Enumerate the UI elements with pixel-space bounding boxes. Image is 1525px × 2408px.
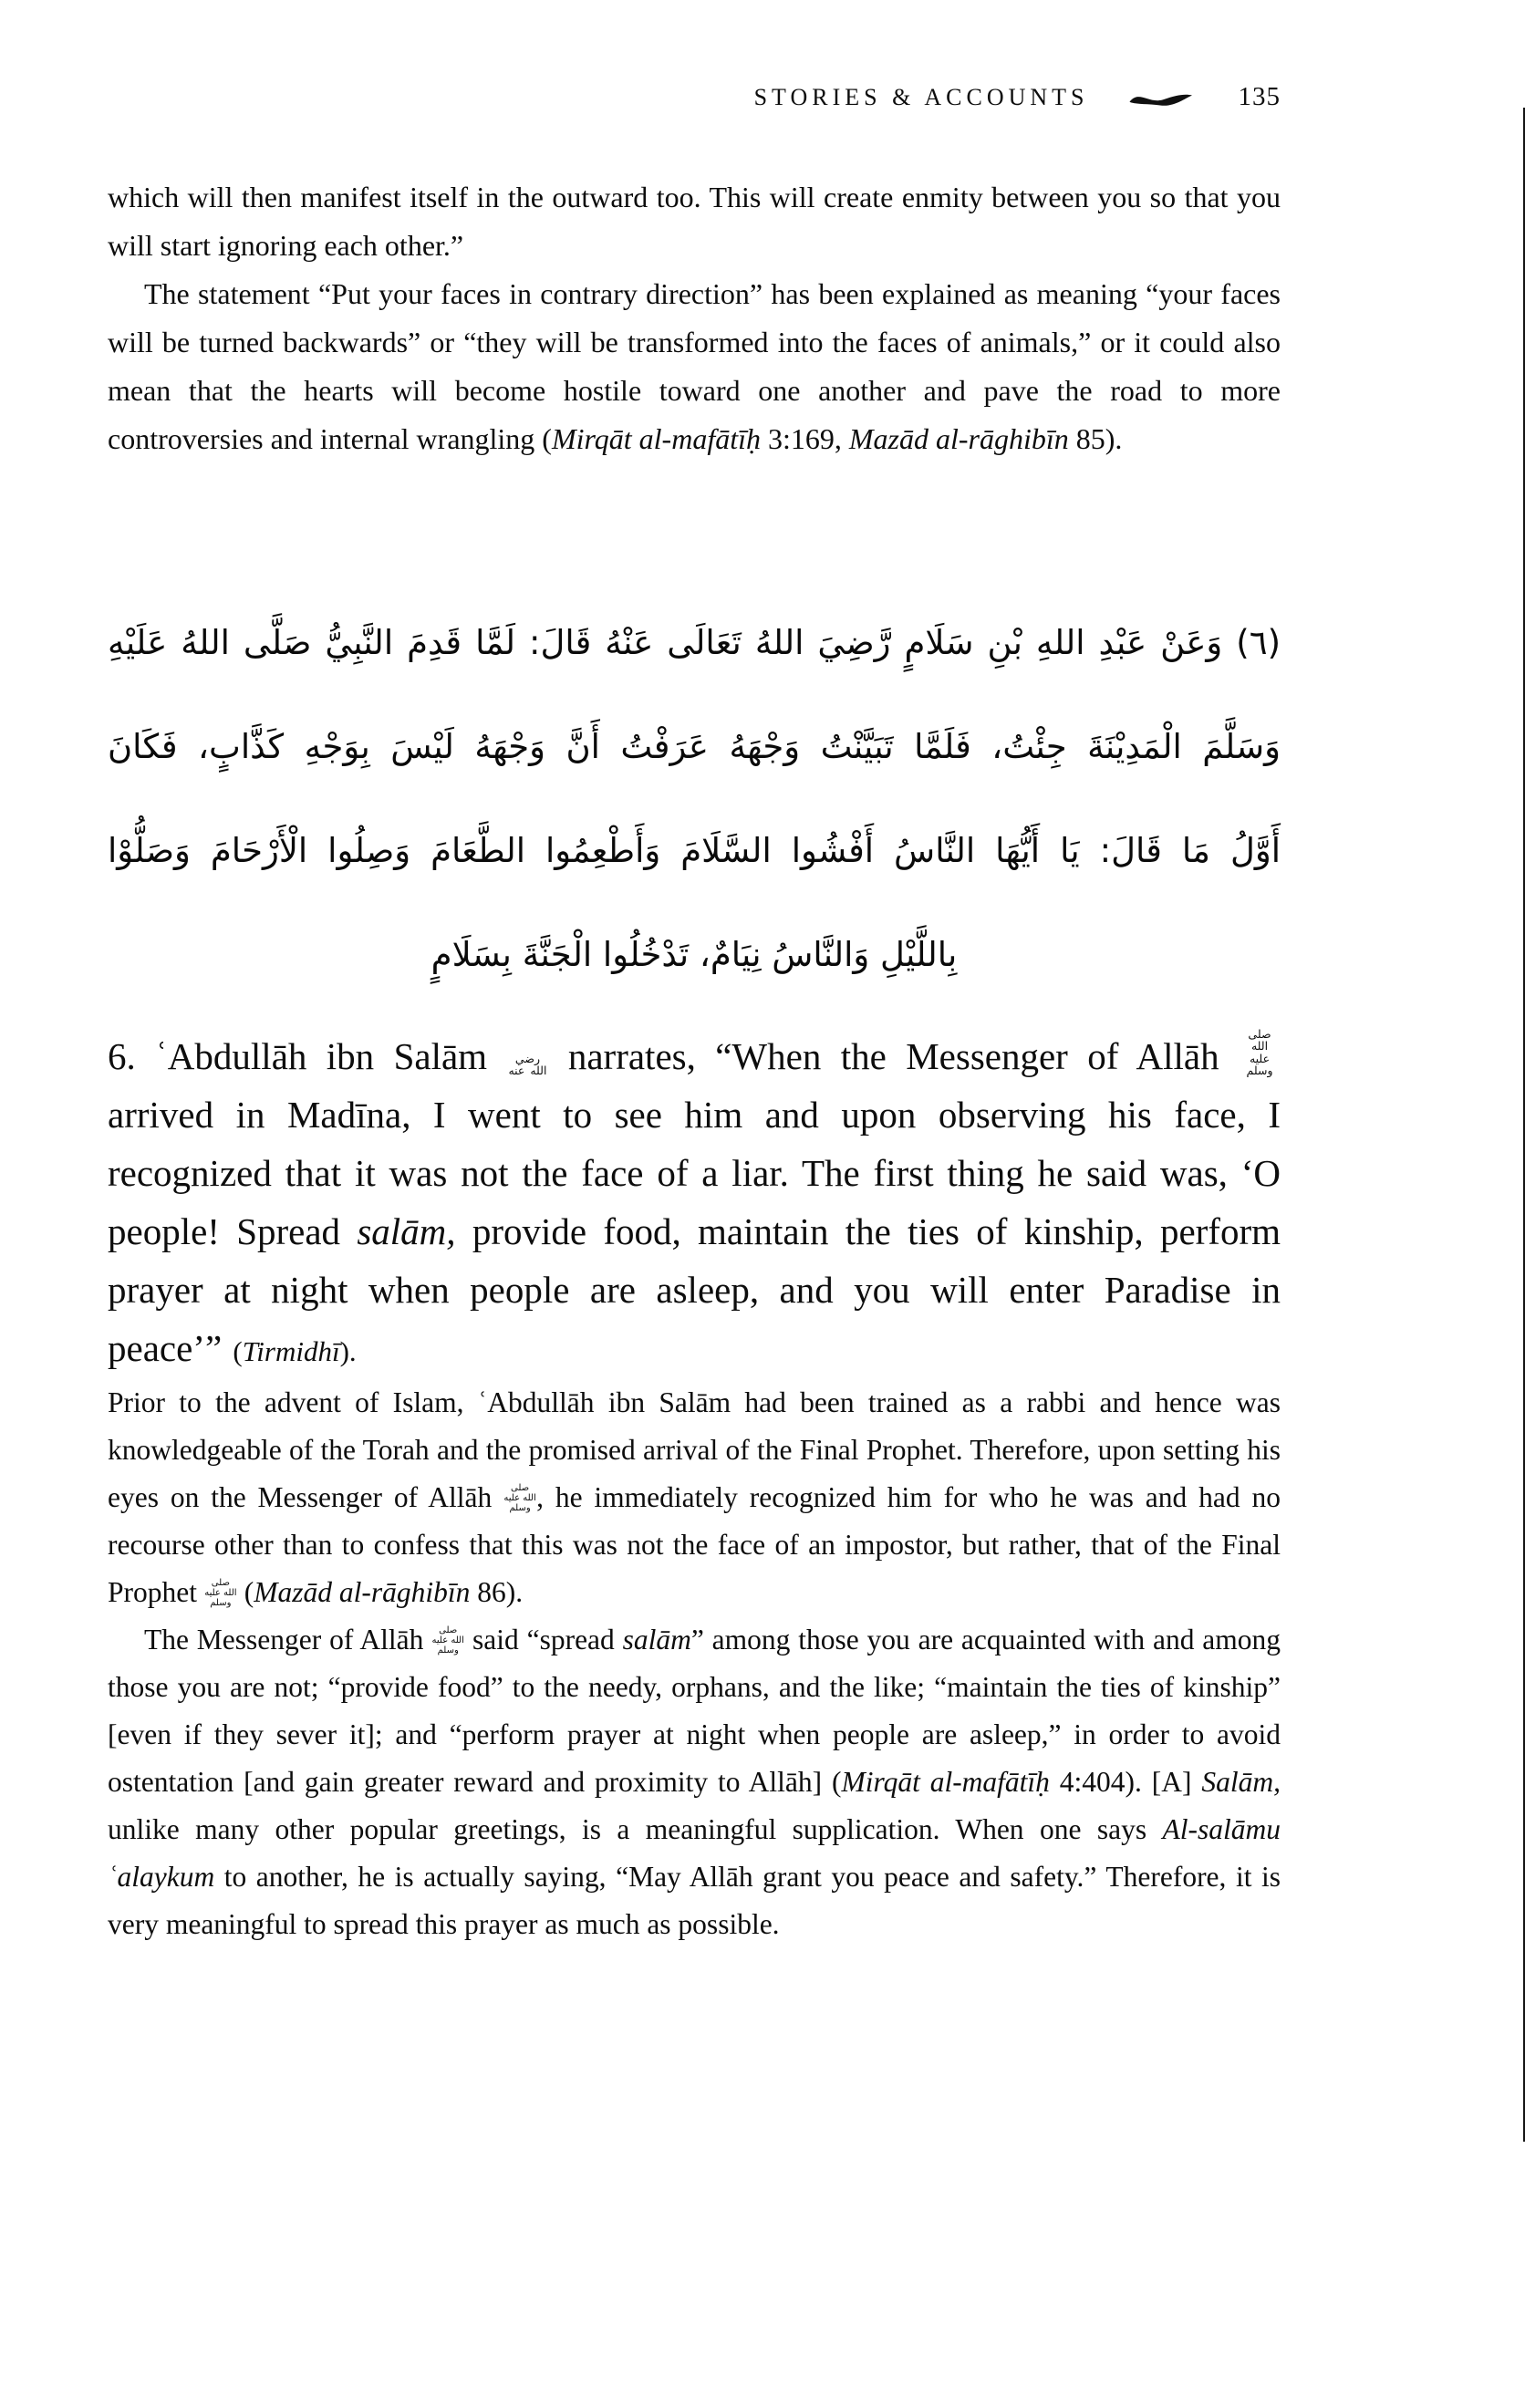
honorific-sallallahu-alayhi-wasallam-symbol: صلى الله عليه وسلم xyxy=(204,1578,237,1608)
text-segment: Al-salāmu ʿalaykum xyxy=(108,1813,1281,1893)
text-segment: Tirmidhī xyxy=(242,1335,340,1367)
arabic-line-2: وَسَلَّمَ الْمَدِيْنَةَ جِئْتُ، فَلَمَّا تَبَيَّنْتُ وَجْهَهُ عَرَفْتُ أَنَّ وَجْهَهُ لَيْسَ بِوَجْهِ كَذَّابٍ، فَكَانَ xyxy=(108,727,1281,766)
text-segment: ( xyxy=(233,1335,243,1367)
text-segment: , he immediately recognized him for who he was and had no recourse other than to confess that this was not the face of an impostor, but rather, that of the Final Prophet xyxy=(108,1481,1281,1608)
section-title: STORIES & ACCOUNTS xyxy=(753,83,1089,110)
honorific-sallallahu-alayhi-wasallam-symbol: صلى الله عليه وسلم xyxy=(1246,1026,1273,1077)
text-segment: Mirqāt al-mafātīḥ xyxy=(551,422,761,455)
arabic-line-1: (٦) وَعَنْ عَبْدِ اللهِ بْنِ سَلَامٍ رَّضِيَ اللهُ تَعَالَى عَنْهُ قَالَ: لَمَّا قَدِمَ النَّبِيُّ صَلَّى اللهُ عَلَيْهِ xyxy=(108,623,1281,662)
paragraph-continuation xyxy=(108,173,1281,270)
swash-divider-icon xyxy=(1127,88,1195,111)
hadith-translation-section xyxy=(108,1027,1281,1381)
text-segment: Mirqāt al-mafātīḥ xyxy=(841,1766,1050,1798)
paragraph-statement-explanation xyxy=(108,270,1281,463)
page-number: 135 xyxy=(1238,82,1281,111)
running-header xyxy=(108,82,1281,112)
arabic-line-4: بِاللَّيْلِ وَالنَّاسُ نِيَامٌ، تَدْخُلُوا الْجَنَّةَ بِسَلَامٍ xyxy=(431,935,958,974)
text-segment: Salām, xyxy=(1201,1766,1281,1798)
text-segment: Prior to the advent of Islam, ʿAbdullāh ibn Salām had been trained as a rabbi and hence was knowledgeable of the Torah and the promised arrival of the Final Prophet. Therefore, upon setting his eyes on the Messenger of Allāh xyxy=(108,1386,1281,1513)
text-segment: arrived in Madīna, I went to see him and upon observing his face, I recognized that it was not the face of a liar. The first thing he said was, ‘O people! Spread xyxy=(108,1094,1281,1252)
text-segment: which will then manifest itself in the outward too. This will create enmity between you so that you will start ignoring each other.” xyxy=(108,181,1281,262)
hadith-translation-paragraph xyxy=(108,1027,1281,1381)
text-segment: 86). xyxy=(470,1576,524,1608)
text-segment: provide food, maintain the ties of kinship, perform prayer at night when people are asleep, and you will enter Paradise in peace’” xyxy=(108,1210,1281,1369)
text-segment: unlike many other popular greetings, is a meaningful supplication. When one says xyxy=(108,1813,1163,1845)
text-segment: The Messenger of Allāh xyxy=(144,1624,432,1656)
text-segment: 3:169, xyxy=(760,422,849,455)
commentary-section xyxy=(108,1379,1281,1948)
arabic-line-3: أَوَّلُ مَا قَالَ: يَا أَيُّهَا النَّاسُ أَفْشُوا السَّلَامَ وَأَطْعِمُوا الطَّعَامَ وَصِلُوا الْأَرْحَامَ وَصَلُّوْا xyxy=(108,831,1281,870)
text-segment: to another, he is actually saying, “May Allāh grant you peace and safety.” Therefore, it is very meaningful to spread this prayer as much as possible. xyxy=(108,1861,1281,1940)
text-segment: 6. ʿAbdullāh ibn Salām xyxy=(108,1035,507,1077)
text-segment: Mazād al-rāghibīn xyxy=(848,422,1069,455)
text-segment: 4:404). [A] xyxy=(1049,1766,1202,1798)
text-segment: Mazād al-rāghibīn xyxy=(254,1576,471,1608)
text-segment: narrates, “When the Messenger of Allāh xyxy=(548,1035,1239,1077)
text-segment: salām xyxy=(622,1624,691,1656)
honorific-sallallahu-alayhi-wasallam-symbol: صلى الله عليه وسلم xyxy=(503,1483,536,1513)
commentary-paragraph-2 xyxy=(108,1616,1281,1948)
text-segment: ( xyxy=(236,1576,254,1608)
honorific-radiallahu-anhu-symbol: رضي الله عنه xyxy=(508,1051,547,1077)
text-segment: The statement “Put your faces in contrary direction” has been explained as meaning “your faces will be turned backwards” or “they will be transformed into the faces of animals,” or it could also mean that the hearts will become hostile toward one another and pave the road to more controversies and internal wrangling ( xyxy=(108,277,1281,455)
honorific-sallallahu-alayhi-wasallam-symbol: صلى الله عليه وسلم xyxy=(431,1625,464,1656)
hadith-arabic-text xyxy=(108,591,1281,1007)
text-segment: ” among those you are acquainted with and among those you are not; “provide food” to the needy, orphans, and the like; “maintain the ties of kinship” [even if they sever it]; and “perform prayer at night when people are asleep,” in order to avoid ostentation [and gain greater reward and proximity to Allāh] ( xyxy=(108,1624,1281,1798)
text-segment: 85). xyxy=(1068,422,1123,455)
commentary-paragraph-1 xyxy=(108,1379,1281,1616)
intro-commentary-section xyxy=(108,173,1281,463)
text-segment: salām, xyxy=(357,1210,456,1252)
text-segment: said “spread xyxy=(464,1624,623,1656)
text-segment: ). xyxy=(339,1335,357,1367)
